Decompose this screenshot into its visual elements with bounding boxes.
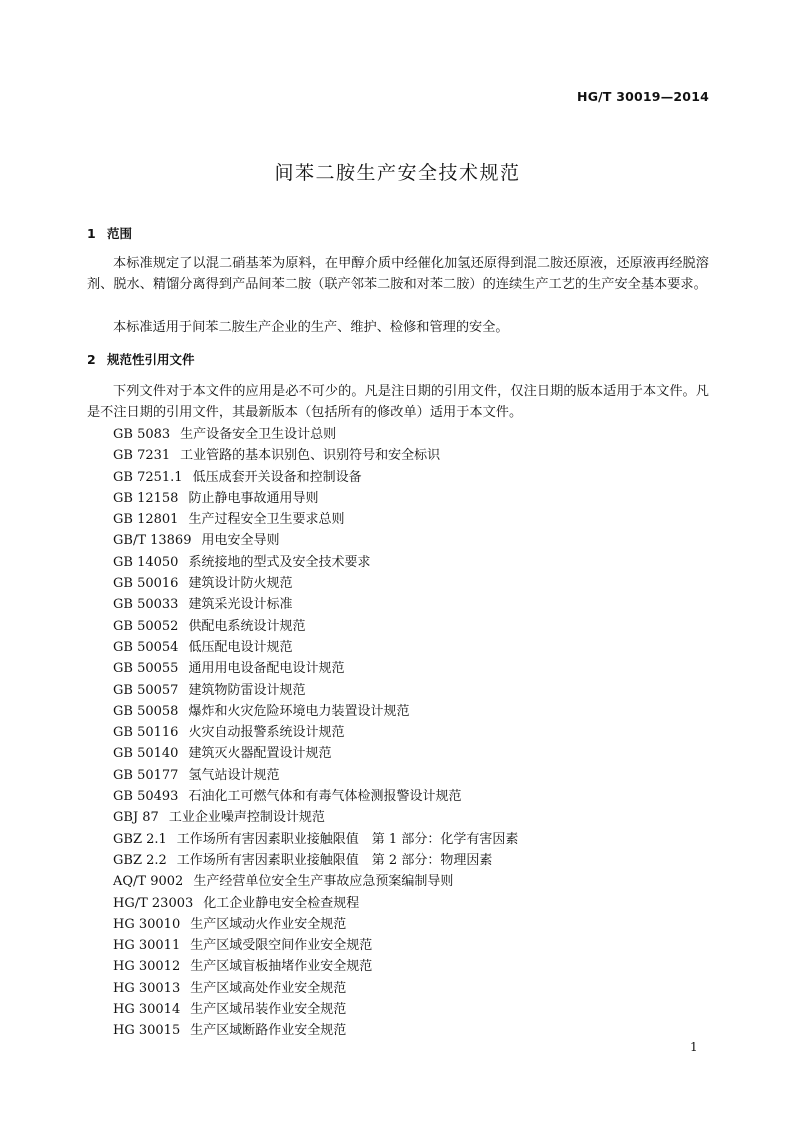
reference-code: HG 30012 (113, 959, 181, 975)
reference-title: 火灾自动报警系统设计规范 (188, 725, 345, 741)
reference-title: 生产区域断路作业安全规范 (190, 1023, 347, 1039)
reference-item (113, 445, 518, 466)
reference-code: GB 50140 (113, 746, 179, 762)
reference-code: GB 50057 (113, 682, 179, 698)
reference-item (113, 829, 518, 850)
reference-code: GB 7231 (113, 448, 171, 464)
reference-item (113, 871, 518, 892)
reference-title: 工业企业噪声控制设计规范 (168, 810, 325, 826)
reference-item (113, 424, 518, 445)
reference-title: 石油化工可燃气体和有毒气体检测报警设计规范 (188, 789, 462, 805)
reference-item (113, 956, 518, 977)
reference-item (113, 488, 518, 509)
reference-item (113, 467, 518, 488)
reference-code: HG 30014 (113, 1002, 181, 1018)
reference-code: GBZ 2.1 (113, 831, 167, 847)
document-title: 间苯二胺生产安全技术规范 (274, 162, 521, 184)
reference-title: 系统接地的型式及安全技术要求 (188, 554, 371, 570)
reference-item (113, 594, 518, 615)
reference-title: 建筑物防雷设计规范 (188, 682, 306, 698)
section-heading-scope (87, 224, 132, 242)
reference-item (113, 765, 518, 786)
reference-title: 生产区域吊装作业安全规范 (190, 1002, 347, 1018)
reference-item (113, 616, 518, 637)
reference-title: 工作场所有害因素职业接触限值 第 2 部分：物理因素 (176, 852, 493, 868)
reference-code: GB 50033 (113, 597, 179, 613)
reference-title: 防止静电事故通用导则 (188, 490, 319, 506)
reference-title: 建筑设计防火规范 (188, 576, 293, 592)
reference-title: 供配电系统设计规范 (188, 618, 306, 634)
section-number: 2 (87, 352, 96, 367)
reference-item (113, 978, 518, 999)
reference-item (113, 658, 518, 679)
scope-paragraph-2: 本标准适用于间苯二胺生产企业的生产、维护、检修和管理的安全。 (113, 320, 509, 335)
document-code: HG/T 30019—2014 (577, 89, 709, 104)
reference-title: 工业管路的基本识别色、识别符号和安全标识 (180, 448, 441, 464)
reference-title: 工作场所有害因素职业接触限值 第 1 部分：化学有害因素 (176, 831, 519, 847)
reference-code: HG 30013 (113, 980, 181, 996)
reference-code: GB 12158 (113, 490, 179, 506)
reference-title: 化工企业静电安全检查规程 (203, 895, 360, 911)
reference-code: GB 5083 (113, 427, 171, 442)
reference-code: GBZ 2.2 (113, 852, 167, 868)
reference-item (113, 914, 518, 935)
reference-item (113, 552, 518, 573)
reference-code: GB 50054 (113, 639, 179, 655)
page-number: 1 (690, 1040, 698, 1054)
reference-title: 建筑灭火器配置设计规范 (188, 746, 332, 762)
reference-item (113, 509, 518, 530)
reference-title: 建筑采光设计标准 (188, 597, 293, 613)
reference-item (113, 850, 518, 871)
reference-code: GB 50058 (113, 703, 179, 719)
reference-item (113, 530, 518, 551)
reference-title: 生产经营单位安全生产事故应急预案编制导则 (193, 874, 454, 890)
reference-code: GBJ 87 (113, 810, 159, 826)
reference-code: GB 7251.1 (113, 469, 183, 485)
reference-code: AQ/T 9002 (113, 874, 184, 890)
section-title: 范围 (107, 226, 133, 241)
reference-title: 生产设备安全卫生设计总则 (180, 427, 337, 442)
section-number: 1 (87, 226, 96, 241)
reference-title: 低压配电设计规范 (188, 639, 293, 655)
reference-title: 生产区域盲板抽堵作业安全规范 (190, 959, 373, 975)
section-title: 规范性引用文件 (107, 352, 195, 367)
reference-title: 用电安全导则 (201, 533, 280, 549)
reference-title: 通用用电设备配电设计规范 (188, 661, 345, 677)
reference-title: 低压成套开关设备和控制设备 (192, 469, 362, 485)
reference-code: GB 50177 (113, 767, 179, 783)
reference-title: 生产区域受限空间作业安全规范 (190, 938, 373, 954)
reference-item (113, 807, 518, 828)
reference-code: GB 50016 (113, 576, 179, 592)
reference-title: 氢气站设计规范 (188, 767, 280, 783)
scope-paragraph-1: 本标准规定了以混二硝基苯为原料，在甲醇介质中经催化加氢还原得到混二胺还原液，还原液再经脱溶剂、脱水、精馏分离得到产品间苯二胺（联产邻苯二胺和对苯二胺）的连续生产工艺的生产安全基本要求。 (87, 256, 709, 293)
reference-item (113, 893, 518, 914)
reference-title: 生产过程安全卫生要求总则 (188, 512, 345, 528)
reference-item (113, 743, 518, 764)
reference-title: 生产区域动火作业安全规范 (190, 916, 347, 932)
reference-code: GB 50493 (113, 789, 179, 805)
reference-item (113, 722, 518, 743)
reference-code: HG/T 23003 (113, 895, 194, 911)
reference-code: GB 50052 (113, 618, 179, 634)
reference-code: GB 12801 (113, 512, 179, 528)
references-intro-paragraph: 下列文件对于本文件的应用是必不可少的。凡是注日期的引用文件，仅注日期的版本适用于本文件。凡是不注日期的引用文件，其最新版本（包括所有的修改单）适用于本文件。 (87, 384, 709, 421)
reference-title: 生产区域高处作业安全规范 (190, 980, 347, 996)
reference-item (113, 786, 518, 807)
reference-code: HG 30015 (113, 1023, 181, 1039)
reference-item (113, 701, 518, 722)
reference-code: GB 50055 (113, 661, 179, 677)
section-heading-normative-references (87, 350, 195, 368)
reference-item (113, 637, 518, 658)
reference-item (113, 999, 518, 1020)
reference-item (113, 935, 518, 956)
reference-code: GB 14050 (113, 554, 179, 570)
reference-item (113, 680, 518, 701)
reference-item (113, 1020, 518, 1041)
reference-code: GB/T 13869 (113, 533, 192, 549)
reference-code: GB 50116 (113, 725, 179, 741)
reference-code: HG 30011 (113, 938, 181, 954)
reference-item (113, 573, 518, 594)
reference-list (113, 424, 518, 1042)
reference-code: HG 30010 (113, 916, 181, 932)
reference-title: 爆炸和火灾危险环境电力装置设计规范 (188, 703, 410, 719)
